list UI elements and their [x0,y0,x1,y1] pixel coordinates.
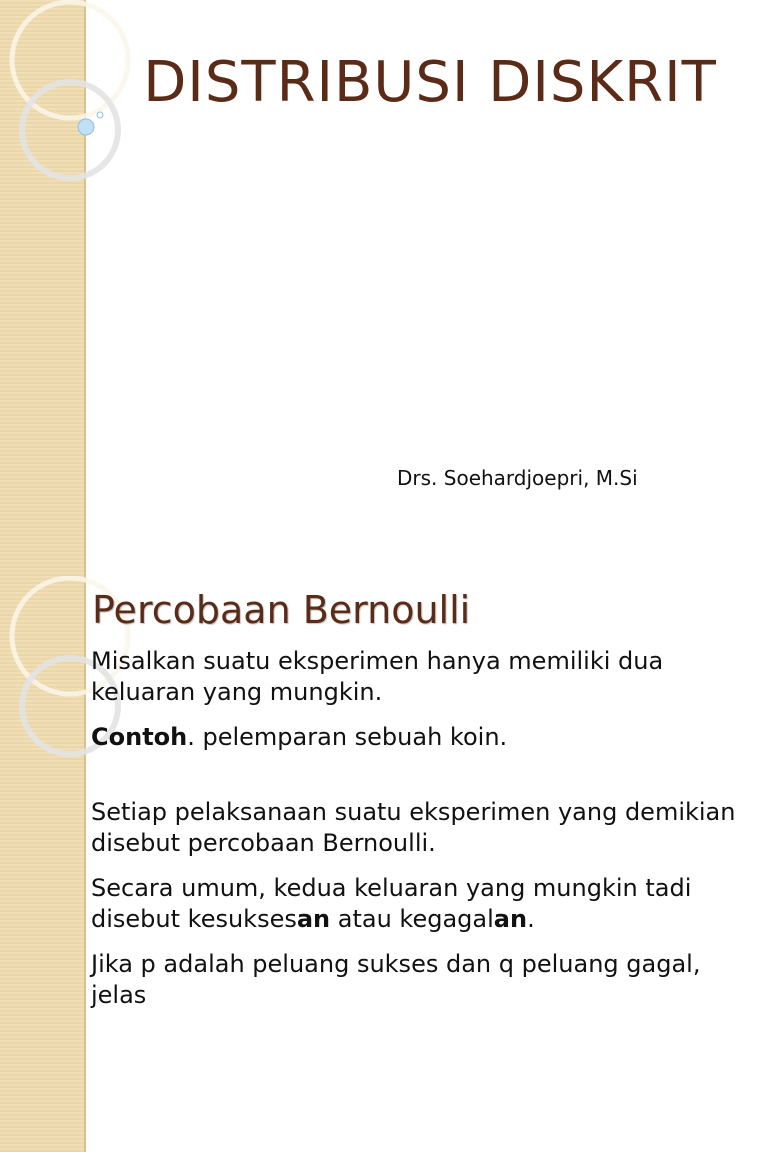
example-label: Contoh [91,723,188,751]
decorative-side-stripe-2 [0,576,86,1152]
slide-title: DISTRIBUSI DISKRIT [143,50,717,115]
slide-body [91,646,761,1025]
slide-heading: Percobaan Bernoulli [92,588,471,632]
outcomes-text-b: atau kegagal [330,905,494,933]
example-text: . pelemparan sebuah koin. [187,723,508,751]
decorative-side-stripe [0,0,86,576]
outcomes-bold-b: an [493,905,528,933]
paragraph-probability: Jika p adalah peluang sukses dan q peluang gagal, jelas [91,950,701,1009]
paragraph-example [91,722,761,753]
paragraph-definition: Misalkan suatu eksperimen hanya memiliki dua keluaran yang mungkin. [91,647,664,706]
content-slide [0,576,768,1152]
outcomes-text-a: Secara umum, kedua keluaran yang mungkin tadi disebut kesukses [91,874,692,933]
outcomes-text-c: . [527,905,535,933]
outcomes-bold-a: an [296,905,331,933]
paragraph-bernoulli-trial: Setiap pelaksanaan suatu eksperimen yang demikian disebut percobaan Bernoulli. [91,798,736,857]
paragraph-outcomes [91,873,761,935]
author-name: Drs. Soehardjoepri, M.Si [397,466,638,490]
